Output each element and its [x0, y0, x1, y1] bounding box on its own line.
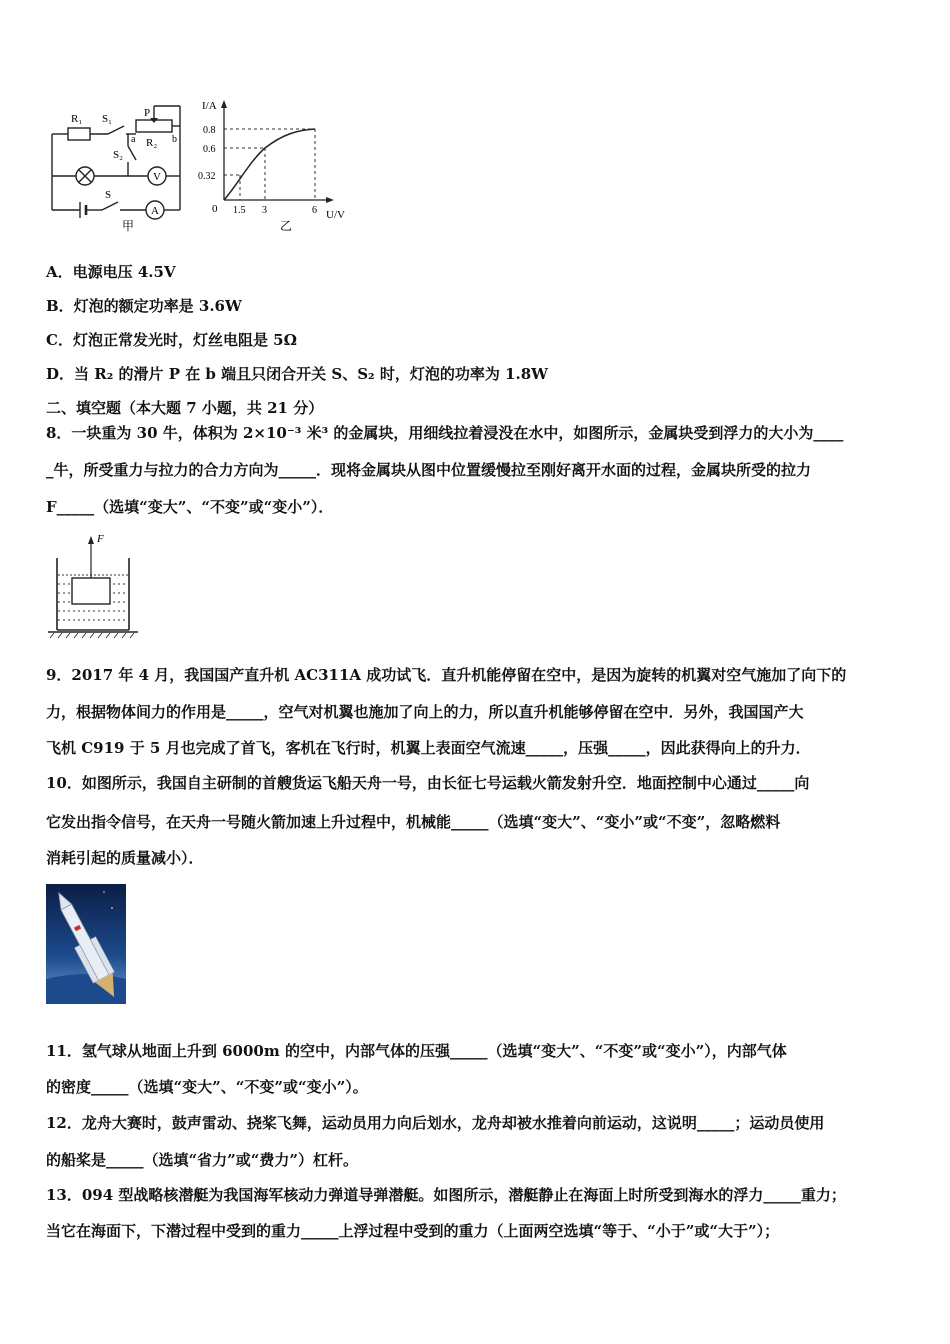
- option-c: C．灯泡正常发光时，灯丝电阻是 5Ω: [46, 331, 297, 349]
- ytick-0.8: 0.8: [203, 125, 216, 136]
- q11-line-2: 的密度_____（选填“变大”、“不变”或“变小”）。: [46, 1078, 368, 1096]
- label-s1: S₁: [102, 113, 112, 125]
- q9-line-2: 力，根据物体间力的作用是_____，空气对机翼也施加了向上的力，所以直升机能够停留在空中．另外，我国国产大: [46, 703, 804, 721]
- q11-line-1: 11．氢气球从地面上升到 6000m 的空中，内部气体的压强_____（选填“变大”、“不变”或“变小”），内部气体: [46, 1042, 787, 1060]
- q8-line-2: _牛，所受重力与拉力的合力方向为_____．现将金属块从图中位置缓慢拉至刚好离开水面的过程，金属块所受的拉力: [46, 461, 812, 479]
- beaker-figure: [40, 530, 145, 640]
- graph-origin: 0: [212, 203, 218, 215]
- label-r2: R₂: [146, 137, 158, 149]
- label-b: b: [172, 134, 177, 145]
- option-d: D．当 R₂ 的滑片 P 在 b 端且只闭合开关 S、S₂ 时，灯泡的功率为 1.8W: [46, 365, 548, 383]
- q13-line-1: 13．094 型战略核潜艇为我国海军核动力弹道导弹潜艇。如图所示，潜艇静止在海面上时所受到海水的浮力_____重力；: [46, 1186, 846, 1204]
- force-label: F: [97, 533, 104, 545]
- rocket-photo: [46, 884, 126, 1004]
- q8-line-1: 8．一块重为 30 牛，体积为 2×10⁻³ 米³ 的金属块，用细线拉着浸没在水中，如图所示，金属块受到浮力的大小为____: [46, 424, 844, 442]
- ytick-0.32: 0.32: [198, 171, 216, 182]
- graph-ylabel: I/A: [202, 100, 217, 112]
- label-s2: S₂: [113, 149, 123, 161]
- xtick-3: 3: [262, 205, 267, 216]
- q10-line-1: 10．如图所示，我国自主研制的首艘货运飞船天舟一号，由长征七号运载火箭发射升空．地面控制中心通过_____向: [46, 774, 810, 792]
- option-a: A．电源电压 4.5V: [46, 263, 176, 281]
- circuit-diagram: [40, 98, 190, 233]
- label-a: a: [131, 134, 136, 145]
- option-b: B．灯泡的额定功率是 3.6W: [46, 297, 242, 315]
- iu-graph: [198, 96, 358, 236]
- q12-line-1: 12．龙舟大赛时，鼓声雷动、挠桨飞舞，运动员用力向后划水，龙舟却被水推着向前运动，这说明_____；运动员使用: [46, 1114, 825, 1132]
- xtick-6: 6: [312, 205, 317, 216]
- xtick-1.5: 1.5: [233, 205, 246, 216]
- q12-line-2: 的船桨是_____（选填“省力”或“费力”）杠杆。: [46, 1151, 359, 1169]
- label-p: P: [144, 107, 151, 119]
- voltmeter-label: V: [153, 171, 161, 183]
- ammeter-label: A: [151, 205, 159, 217]
- q9-line-1: 9．2017 年 4 月，我国国产直升机 AC311A 成功试飞．直升机能停留在空中，是因为旋转的机翼对空气施加了向下的: [46, 666, 847, 684]
- q9-line-3: 飞机 C919 于 5 月也完成了首飞，客机在飞行时，机翼上表面空气流速_____，压强_____，因此获得向上的升力．: [46, 739, 811, 757]
- label-r1: R₁: [71, 113, 83, 125]
- q10-line-2: 它发出指令信号，在天舟一号随火箭加速上升过程中，机械能_____（选填“变大”、“变小”或“不变”，忽略燃料: [46, 813, 781, 831]
- graph-xlabel: U/V: [326, 209, 345, 221]
- ytick-0.6: 0.6: [203, 144, 216, 155]
- q8-line-3: F_____（选填“变大”、“不变”或“变小”）．: [46, 498, 334, 516]
- label-s: S: [105, 189, 112, 201]
- q10-line-3: 消耗引起的质量减小）．: [46, 849, 204, 867]
- circuit-caption: 甲: [122, 219, 135, 233]
- section-title: 二、填空题（本大题 7 小题，共 21 分）: [46, 399, 324, 417]
- graph-caption: 乙: [280, 219, 293, 233]
- q13-line-2: 当它在海面下，下潜过程中受到的重力_____上浮过程中受到的重力（上面两空选填“等于、“小于”或“大于”）；: [46, 1222, 780, 1240]
